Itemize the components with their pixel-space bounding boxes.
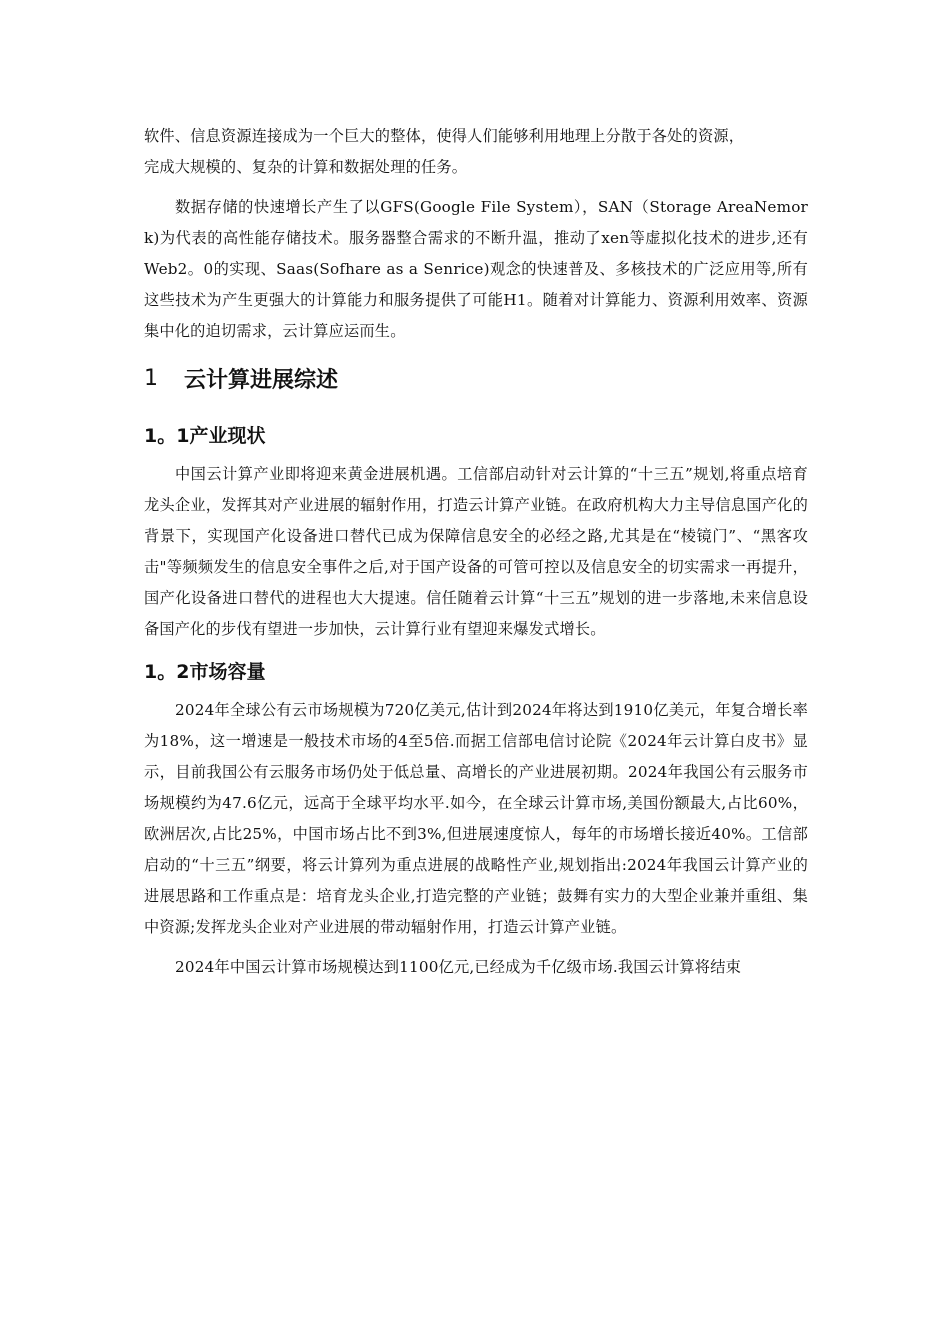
paragraph-storage-tech: 数据存储的快速增长产生了以GFS(Google File System），SAN（Storage AreaNemork)为代表的高性能存储技术。服务器整合需求的不断升温，推动了xen等虚拟化技术的进步,还有Web2。0的实现、Saas(Sofhare as a Senrice)观念的快速普及、多核技术的广泛应用等,所有这些技术为产生更强大的计算能力和服务提供了可能H1。随着对计算能力、资源利用效率、资源集中化的迫切需求，云计算应运而生。 (144, 198, 808, 340)
subsection-heading-industry: 1。1产业现状 (144, 424, 266, 447)
paragraph-industry-status: 中国云计算产业即将迎来黄金进展机遇。工信部启动针对云计算的“十三五”规划,将重点培育龙头企业，发挥其对产业进展的辐射作用，打造云计算产业链。在政府机构大力主导信息国产化的背景下，实现国产化设备进口替代已成为保障信息安全的必经之路,尤其是在“棱镜门”、“黑客攻击"等频频发生的信息安全事件之后,对于国产设备的可管可控以及信息安全的切实需求一再提升，国产化设备进口替代的进程也大大提速。信任随着云计算“十三五”规划的进一步落地,未来信息设备国产化的步伐有望进一步加快，云计算行业有望迎来爆发式增长。 (144, 465, 808, 638)
section-number: 1 (144, 365, 158, 391)
text-line: 完成大规模的、复杂的计算和数据处理的任务。 (144, 158, 468, 176)
document-body (144, 121, 808, 983)
section-heading (144, 347, 808, 409)
paragraph-market-size: 2024年全球公有云市场规模为720亿美元,估计到2024年将达到1910亿美元，年复合增长率为18%，这一增速是一般技术市场的4至5倍.而据工信部电信讨论院《2024年云计算白皮书》显示，目前我国公有云服务市场仍处于低总量、高增长的产业进展初期。2024年我国公有云服务市场规模约为47.6亿元，远高于全球平均水平.如今，在全球云计算市场,美国份额最大,占比60%，欧洲居次,占比25%，中国市场占比不到3%,但进展速度惊人，每年的市场增长接近40%。工信部启动的“十三五”纲要，将云计算列为重点进展的战略性产业,规划指出:2024年我国云计算产业的进展思路和工作重点是：培育龙头企业,打造完整的产业链；鼓舞有实力的大型企业兼并重组、集中资源;发挥龙头企业对产业进展的带动辐射作用，打造云计算产业链。 (144, 701, 808, 936)
section-title: 云计算进展综述 (184, 367, 339, 393)
subsection-heading-market: 1。2市场容量 (144, 660, 266, 683)
paragraph-market-china: 2024年中国云计算市场规模达到1100亿元,已经成为千亿级市场.我国云计算将结束 (175, 958, 741, 976)
paragraph-intro-continuation (144, 121, 808, 183)
text-line: 软件、信息资源连接成为一个巨大的整体，使得人们能够利用地理上分散于各处的资源， (144, 127, 745, 145)
